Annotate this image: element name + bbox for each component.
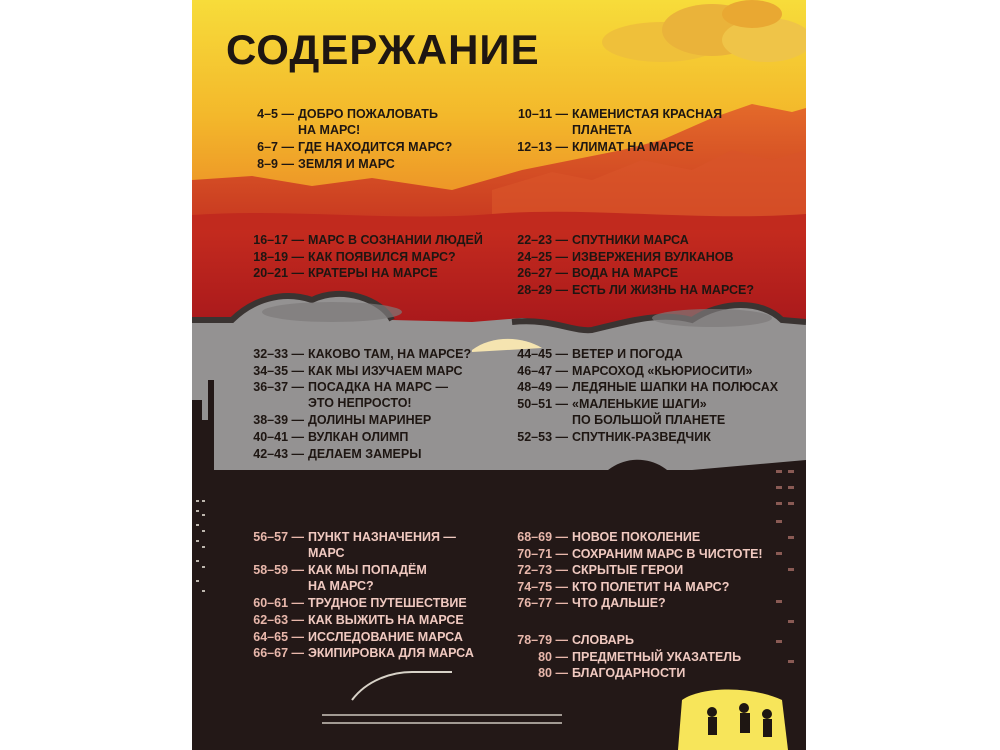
- toc-page-range: 20–21 —: [253, 266, 304, 281]
- toc-title-line: БЛАГОДАРНОСТИ: [572, 666, 686, 681]
- toc-entry: [238, 379, 448, 411]
- toc-entry-title: [572, 106, 722, 138]
- toc-page-range: 72–73 —: [517, 563, 568, 578]
- toc-title-line: СПУТНИКИ МАРСА: [572, 233, 689, 247]
- toc-page-range: 52–53 —: [517, 430, 568, 444]
- toc-entry: [510, 346, 683, 362]
- toc-entry-title: [308, 249, 456, 265]
- toc-entry: [238, 265, 438, 281]
- toc-page-range: 68–69 —: [517, 530, 568, 544]
- toc-title-line: ДОЛИНЫ МАРИНЕР: [308, 413, 432, 428]
- toc-page-range: 42–43 —: [253, 446, 304, 461]
- toc-page-range: 66–67 —: [253, 646, 304, 661]
- toc-title-line: ИЗВЕРЖЕНИЯ ВУЛКАНОВ: [572, 249, 734, 264]
- toc-entry: [238, 106, 438, 138]
- toc-page-range: 24–25 —: [517, 249, 568, 264]
- toc-entry: [238, 232, 483, 248]
- toc-page-range: 34–35 —: [253, 363, 304, 378]
- toc-title-line: КЛИМАТ НА МАРСЕ: [572, 140, 694, 155]
- astronauts-illustration: [678, 690, 788, 750]
- toc-title-line: ВОДА НА МАРСЕ: [572, 266, 679, 281]
- toc-entry-title: [572, 546, 763, 562]
- toc-title-line: МАРСОХОД «КЬЮРИОСИТИ»: [572, 363, 753, 378]
- toc-entry: [238, 562, 427, 594]
- toc-title-line: КРАТЕРЫ НА МАРСЕ: [308, 266, 438, 281]
- toc-page-range: 62–63 —: [253, 613, 304, 627]
- toc-entry: [510, 139, 694, 155]
- toc-entry-title: [572, 363, 752, 379]
- toc-title-line: ПО БОЛЬШОЙ ПЛАНЕТЕ: [572, 412, 726, 427]
- toc-title-line: КАКОВО ТАМ, НА МАРСЕ?: [308, 347, 472, 361]
- toc-entry: [238, 612, 464, 628]
- toc-entry: [238, 412, 431, 428]
- toc-entry: [238, 429, 408, 445]
- toc-page-range: 60–61 —: [253, 596, 304, 611]
- toc-page-range: 46–47 —: [517, 363, 568, 378]
- toc-entry-title: [308, 265, 438, 281]
- toc-page-range: 78–79 —: [517, 633, 568, 647]
- toc-page-range: 6–7 —: [257, 140, 294, 155]
- toc-entry: [510, 632, 634, 648]
- toc-title-line: СПУТНИК-РАЗВЕДЧИК: [572, 430, 711, 444]
- toc-title-line: «МАЛЕНЬКИЕ ШАГИ»: [572, 396, 707, 411]
- toc-title-line: ИССЛЕДОВАНИЕ МАРСА: [308, 629, 463, 644]
- toc-title-line: СОХРАНИМ МАРС В ЧИСТОТЕ!: [572, 546, 763, 561]
- toc-entry: [238, 156, 395, 172]
- toc-entry: [510, 232, 689, 248]
- toc-entry: [510, 265, 678, 281]
- toc-entry: [510, 649, 741, 665]
- toc-page-range: 12–13 —: [517, 140, 568, 155]
- toc-entry: [510, 562, 683, 578]
- toc-page-range: 22–23 —: [517, 233, 568, 247]
- toc-entry-title: [308, 412, 431, 428]
- toc-entry-title: [572, 632, 634, 648]
- toc-title-line: ЕСТЬ ЛИ ЖИЗНЬ НА МАРСЕ?: [572, 282, 754, 297]
- toc-entry: [510, 546, 763, 562]
- toc-page: [192, 0, 806, 750]
- toc-entry-title: [572, 649, 741, 665]
- toc-title-line: ПУНКТ НАЗНАЧЕНИЯ —: [308, 530, 456, 544]
- toc-title-line: ВЕТЕР И ПОГОДА: [572, 347, 683, 361]
- toc-entry-title: [572, 562, 683, 578]
- toc-page-range: 40–41 —: [253, 430, 304, 444]
- toc-entry-title: [308, 645, 474, 661]
- toc-entry: [238, 529, 456, 561]
- toc-page-range: 80 —: [538, 649, 568, 664]
- toc-title-line: КАК ВЫЖИТЬ НА МАРСЕ: [308, 613, 464, 627]
- toc-entry: [238, 249, 456, 265]
- toc-page-range: 18–19 —: [253, 249, 304, 264]
- toc-page-range: 80 —: [538, 666, 568, 681]
- toc-entry-title: [572, 265, 678, 281]
- toc-entry: [510, 665, 685, 681]
- toc-title-line: ПОСАДКА НА МАРС —: [308, 380, 448, 395]
- toc-page-range: 70–71 —: [517, 546, 568, 561]
- toc-entry-title: [572, 379, 778, 395]
- toc-entry-title: [308, 346, 471, 362]
- toc-page-range: 28–29 —: [517, 282, 568, 297]
- toc-entry-title: [572, 579, 729, 595]
- toc-entry-title: [308, 612, 464, 628]
- toc-entry-title: [572, 139, 694, 155]
- toc-title-line: ЭКИПИРОВКА ДЛЯ МАРСА: [308, 646, 474, 661]
- toc-page-range: 10–11 —: [517, 107, 568, 121]
- page-title: СОДЕРЖАНИЕ: [226, 26, 540, 73]
- toc-title-line: КАК МЫ ИЗУЧАЕМ МАРС: [308, 363, 463, 378]
- toc-entry: [510, 529, 700, 545]
- toc-entry-title: [308, 446, 421, 462]
- toc-entry: [510, 429, 711, 445]
- toc-entry-title: [572, 346, 683, 362]
- toc-page-range: 76–77 —: [517, 596, 568, 611]
- toc-entry-title: [308, 595, 467, 611]
- toc-page-range: 26–27 —: [517, 266, 568, 281]
- toc-title-line: ЧТО ДАЛЬШЕ?: [572, 596, 666, 611]
- toc-entry: [238, 363, 463, 379]
- toc-title-line: НОВОЕ ПОКОЛЕНИЕ: [572, 530, 701, 544]
- toc-title-line: СЛОВАРЬ: [572, 633, 634, 647]
- toc-entry-title: [308, 529, 456, 561]
- toc-entry: [238, 645, 474, 661]
- toc-title-line: ЗЕМЛЯ И МАРС: [298, 156, 395, 171]
- toc-title-line: МАРС В СОЗНАНИИ ЛЮДЕЙ: [308, 233, 483, 247]
- toc-title-line: ЭТО НЕПРОСТО!: [308, 396, 412, 411]
- toc-entry: [510, 595, 666, 611]
- toc-entry: [510, 249, 734, 265]
- toc-title-line: НА МАРС?: [308, 579, 374, 594]
- toc-entry: [510, 363, 752, 379]
- toc-entry: [238, 346, 471, 362]
- toc-entry-title: [572, 665, 685, 681]
- toc-title-line: ДОБРО ПОЖАЛОВАТЬ: [298, 107, 438, 121]
- toc-title-line: КАК МЫ ПОПАДЁМ: [308, 563, 427, 578]
- toc-entry-title: [572, 232, 689, 248]
- toc-title-line: КТО ПОЛЕТИТ НА МАРС?: [572, 579, 730, 594]
- toc-page-range: 64–65 —: [253, 629, 304, 644]
- toc-entry-title: [298, 156, 395, 172]
- toc-entry: [238, 629, 463, 645]
- toc-title-line: ПРЕДМЕТНЫЙ УКАЗАТЕЛЬ: [572, 649, 742, 664]
- toc-title-line: ЛЕДЯНЫЕ ШАПКИ НА ПОЛЮСАХ: [572, 380, 779, 395]
- toc-page-range: 8–9 —: [257, 156, 294, 171]
- toc-entry: [510, 396, 725, 428]
- toc-entry-title: [308, 232, 483, 248]
- toc-entry-title: [298, 106, 438, 138]
- toc-entry-title: [572, 595, 666, 611]
- toc-title-line: ДЕЛАЕМ ЗАМЕРЫ: [308, 446, 422, 461]
- toc-page-range: 4–5 —: [257, 107, 294, 121]
- toc-entry: [238, 446, 421, 462]
- toc-page-range: 58–59 —: [253, 563, 304, 578]
- toc-entry: [510, 106, 722, 138]
- toc-page-range: 44–45 —: [517, 347, 568, 361]
- toc-title-line: КАМЕНИСТАЯ КРАСНАЯ: [572, 107, 723, 121]
- toc-entry-title: [298, 139, 452, 155]
- toc-page-range: 16–17 —: [253, 233, 304, 247]
- toc-entry: [510, 282, 754, 298]
- toc-entry: [510, 579, 729, 595]
- toc-title-line: СКРЫТЫЕ ГЕРОИ: [572, 563, 684, 578]
- toc-entry: [510, 379, 778, 395]
- toc-title-line: ВУЛКАН ОЛИМП: [308, 430, 409, 444]
- toc-page-range: 48–49 —: [517, 380, 568, 395]
- toc-entry-title: [308, 363, 463, 379]
- toc-title-line: МАРС: [308, 546, 345, 560]
- toc-title-line: КАК ПОЯВИЛСЯ МАРС?: [308, 249, 456, 264]
- toc-entry-title: [572, 249, 734, 265]
- toc-page-range: 56–57 —: [253, 530, 304, 544]
- toc-page-range: 32–33 —: [253, 347, 304, 361]
- toc-page-range: 74–75 —: [517, 579, 568, 594]
- toc-entry: [238, 595, 467, 611]
- toc-entry-title: [572, 396, 725, 428]
- toc-entry-title: [572, 429, 711, 445]
- toc-title-line: ПЛАНЕТА: [572, 123, 633, 137]
- toc-entry: [238, 139, 452, 155]
- toc-entry-title: [308, 429, 408, 445]
- toc-title-line: НА МАРС!: [298, 123, 361, 137]
- toc-entry-title: [572, 529, 700, 545]
- toc-entry-title: [308, 562, 427, 594]
- toc-page-range: 50–51 —: [517, 396, 568, 411]
- toc-title-line: ГДЕ НАХОДИТСЯ МАРС?: [298, 140, 453, 155]
- toc-entry-title: [308, 379, 448, 411]
- toc-entry-title: [572, 282, 754, 298]
- toc-page-range: 38–39 —: [253, 413, 304, 428]
- toc-page-range: 36–37 —: [253, 380, 304, 395]
- toc-title-line: ТРУДНОЕ ПУТЕШЕСТВИЕ: [308, 596, 467, 611]
- toc-entry-title: [308, 629, 463, 645]
